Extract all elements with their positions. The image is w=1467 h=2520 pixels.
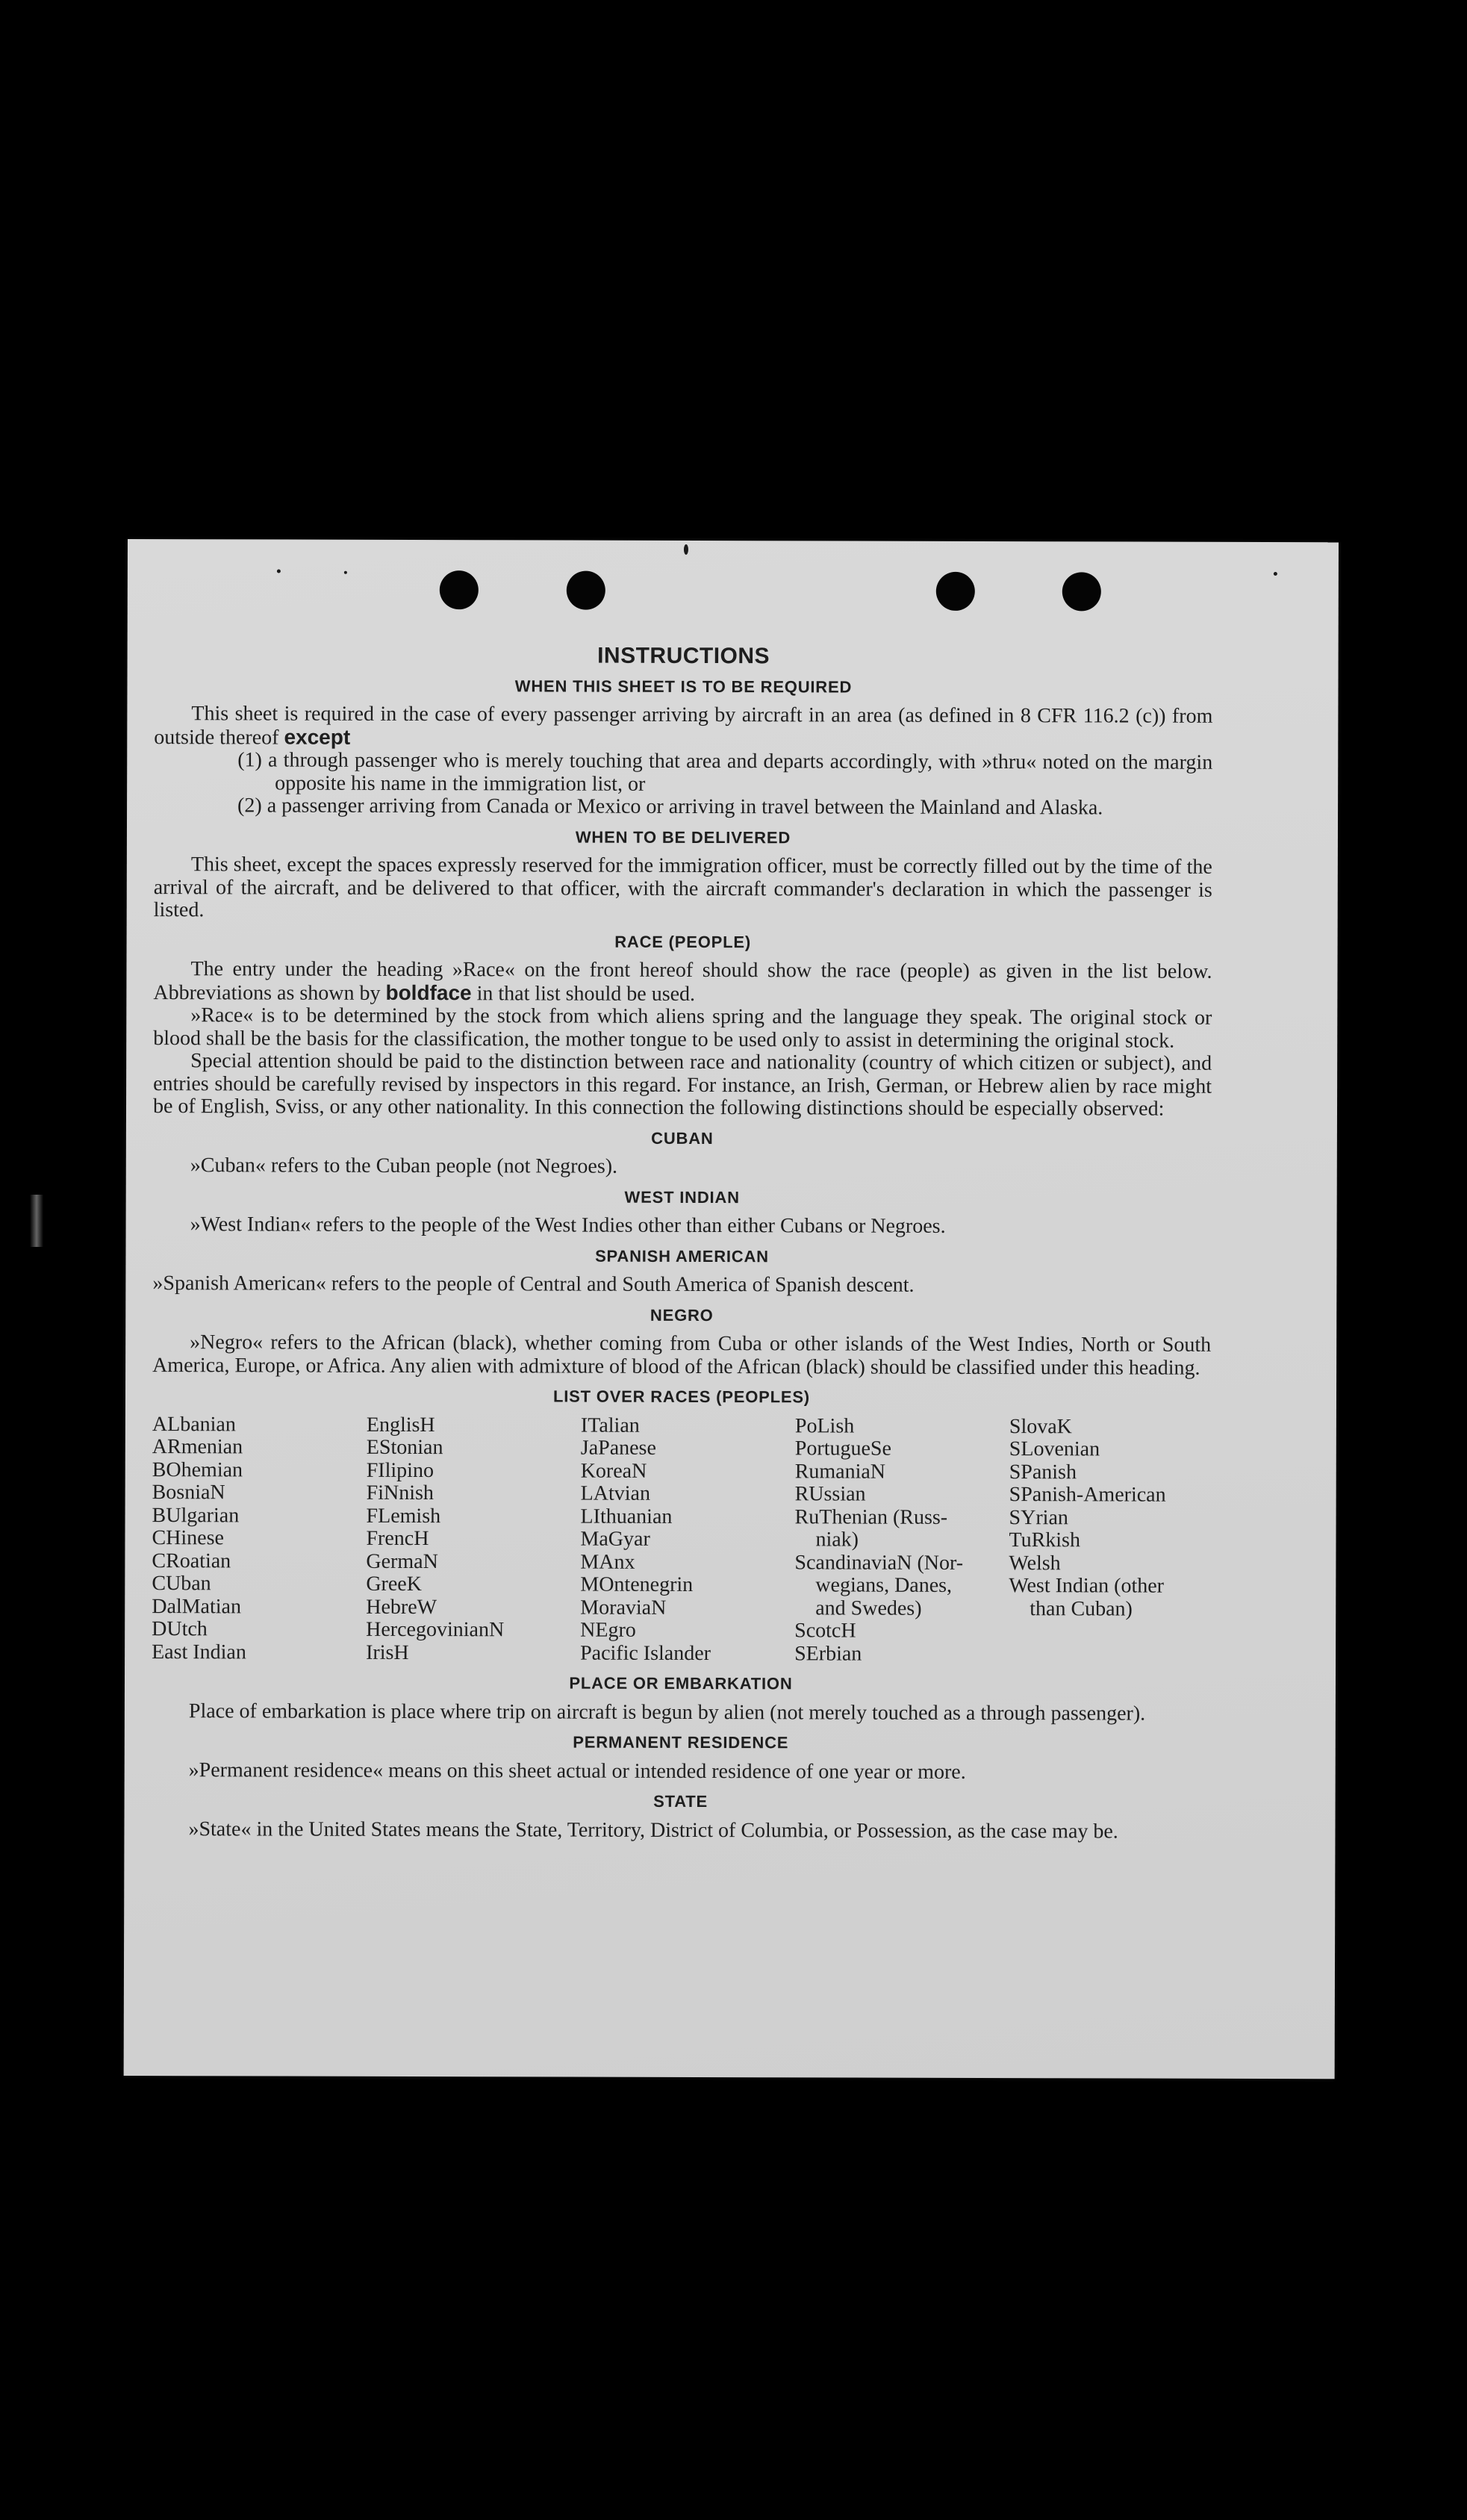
list-item: SPanish: [1009, 1460, 1077, 1484]
list-item: HercegovinianN: [366, 1617, 505, 1642]
list-item: SPanish-American: [1009, 1483, 1166, 1507]
list-item: EStonian: [366, 1435, 443, 1460]
list-item: MoraviaN: [580, 1596, 667, 1620]
list-item: KoreaN: [580, 1459, 647, 1483]
list-item: LAtvian: [580, 1481, 651, 1505]
list-item: SLovenian: [1009, 1437, 1100, 1461]
punch-hole-4: [1062, 572, 1101, 611]
heading-state: STATE: [653, 1791, 708, 1811]
list-item: West Indian (other: [1009, 1574, 1165, 1598]
race-p3: Special attention should be paid to the distinction between race and nationality (country of which citizen or subject), and entries should be carefully revised by inspectors in this regard. For instance, an Irish, German, or Hebrew alien by race might be of English, Sviss, or any other nationality. In this connection the following distinctions should be especially observed:: [152, 1049, 1212, 1121]
list-item: SlovaK: [1009, 1414, 1072, 1438]
list-item: ARmenian: [152, 1435, 243, 1459]
list-item: MaGyar: [580, 1527, 650, 1551]
list-item: RuThenian (Russ-: [794, 1505, 948, 1529]
list-item: and Swedes): [815, 1596, 922, 1620]
speck: [344, 571, 347, 574]
required-intro: [154, 703, 1212, 752]
list-item: ITalian: [580, 1413, 640, 1437]
west-indian-text: »West Indian« refers to the people of the West Indies other than either Cubans or Negroes.: [190, 1213, 946, 1238]
list-item: TuRkish: [1009, 1528, 1081, 1552]
race-p1-b: in that list should be used.: [476, 981, 696, 1006]
heading-required: WHEN THIS SHEET IS TO BE REQUIRED: [514, 676, 853, 697]
list-item: SErbian: [794, 1641, 862, 1666]
list-item: FiNnish: [366, 1481, 434, 1505]
negro-text: »Negro« refers to the African (black), whether coming from Cuba or other islands of the West Indies, North or South America, Europe, or Africa. Any alien with admixture of blood of the African (black) should be classified under this heading.: [152, 1331, 1212, 1380]
list-item: East Indian: [152, 1640, 246, 1664]
film-glare: [30, 1195, 43, 1247]
heading-race-list: LIST OVER RACES (PEOPLES): [552, 1387, 810, 1407]
list-item: MAnx: [580, 1550, 635, 1574]
race-p2: »Race« is to be determined by the stock from which aliens spring and the language they speak. The original stock or blood shall be the basis for the classification, the mother tongue to be used only to assist in determining the original stock.: [153, 1004, 1212, 1053]
list-item: EnglisH: [366, 1413, 435, 1437]
race-list-col-2: [366, 1413, 568, 1664]
list-item: Welsh: [1009, 1551, 1061, 1575]
list-item: LIthuanian: [580, 1505, 673, 1528]
punch-hole-1: [440, 570, 479, 609]
heading-cuban: CUBAN: [651, 1128, 714, 1148]
list-item: ScandinaviaN (Nor-: [794, 1550, 964, 1575]
list-item: BOhemian: [152, 1457, 243, 1481]
list-item: FrencH: [366, 1526, 429, 1551]
race-list: [152, 1413, 1211, 1667]
list-item: MOntenegrin: [580, 1572, 694, 1596]
list-item: wegians, Danes,: [815, 1573, 953, 1597]
residence-text: »Permanent residence« means on this sheet actual or intended residence of one year or more.: [188, 1758, 966, 1784]
list-item: IrisH: [366, 1640, 409, 1664]
punch-hole-2: [567, 571, 605, 610]
list-item: ALbanian: [152, 1412, 236, 1436]
sheet-content: [151, 644, 1212, 1844]
list-item: GermaN: [366, 1549, 438, 1573]
race-p1: [153, 958, 1212, 1007]
race-p1-boldface: boldface: [385, 980, 472, 1004]
list-item: BosniaN: [152, 1481, 225, 1505]
list-item: RumaniaN: [794, 1459, 886, 1484]
heading-embarkation: PLACE OR EMBARKATION: [569, 1673, 793, 1693]
list-item: FIlipino: [366, 1458, 435, 1482]
required-intro-except: except: [284, 725, 351, 749]
list-item: PortugueSe: [794, 1437, 891, 1460]
list-item: JaPanese: [580, 1436, 656, 1460]
list-item: PoLish: [794, 1413, 855, 1438]
race-list-col-1: [152, 1413, 354, 1664]
punch-hole-3: [936, 572, 975, 611]
list-item: CRoatian: [152, 1549, 231, 1572]
list-item: FLemish: [366, 1504, 441, 1528]
list-item: RUssian: [794, 1482, 866, 1506]
race-list-col-3: [580, 1414, 782, 1665]
list-item: than Cuban): [1030, 1596, 1133, 1621]
list-item: Pacific Islander: [580, 1641, 711, 1665]
speck: [1274, 572, 1277, 576]
list-item: ScotcH: [794, 1619, 856, 1643]
required-intro-text: This sheet is required in the case of every passenger arriving by aircraft in an area (as defined in 8 CFR 116.2 (c)) from outside thereof: [154, 702, 1213, 750]
state-text: »State« in the United States means the State, Territory, District of Columbia, or Possession, as the case may be.: [188, 1817, 1118, 1843]
delivered-text: This sheet, except the spaces expressly reserved for the immigration officer, must be correctly filled out by the time of the arrival of the aircraft, and be delivered to that officer, with the aircraft commander's declaration in which the passenger is listed.: [153, 853, 1212, 922]
list-item: CHinese: [152, 1526, 224, 1550]
race-list-col-5: [1009, 1416, 1211, 1667]
list-item: HebreW: [366, 1595, 437, 1619]
spanish-american-text: »Spanish American« refers to the people of Central and South America of Spanish descent.: [152, 1272, 915, 1297]
instruction-sheet: [124, 539, 1339, 2079]
list-item: DalMatian: [152, 1594, 242, 1618]
heading-residence: PERMANENT RESIDENCE: [573, 1732, 789, 1752]
heading-delivered: WHEN TO BE DELIVERED: [575, 827, 791, 847]
list-item: CUban: [152, 1572, 211, 1596]
list-item: niak): [815, 1528, 859, 1552]
heading-race: RACE (PEOPLE): [614, 932, 751, 951]
list-item: DUtch: [152, 1617, 208, 1641]
heading-west-indian: WEST INDIAN: [624, 1187, 740, 1207]
list-item: BUlgarian: [152, 1503, 240, 1527]
heading-negro: NEGRO: [650, 1305, 714, 1325]
heading-spanish-american: SPANISH AMERICAN: [595, 1246, 769, 1266]
speck: [684, 544, 688, 555]
cuban-text: »Cuban« refers to the Cuban people (not Negroes).: [190, 1154, 618, 1178]
page-title: INSTRUCTIONS: [597, 643, 770, 669]
list-item: NEgro: [580, 1618, 636, 1642]
required-item-2: (2) a passenger arriving from Canada or Mexico or arriving in travel between the Mainland and Alaska.: [237, 794, 1103, 820]
race-list-col-4: [794, 1415, 997, 1666]
race-p1-a: The entry under the heading »Race« on the front hereof should show the race (people) as given in the list below. Abbreviations as shown by: [153, 957, 1212, 1005]
speck: [277, 570, 281, 573]
list-item: GreeK: [366, 1572, 423, 1596]
embarkation-text: Place of embarkation is place where trip on aircraft is begun by alien (not merely touched as a through passenger).: [188, 1699, 1146, 1726]
list-item: SYrian: [1009, 1505, 1068, 1529]
required-item-1: (1) a through passenger who is merely touching that area and departs accordingly, with »thru« noted on the margin opposite his name in the immigration list, or: [237, 748, 1213, 796]
